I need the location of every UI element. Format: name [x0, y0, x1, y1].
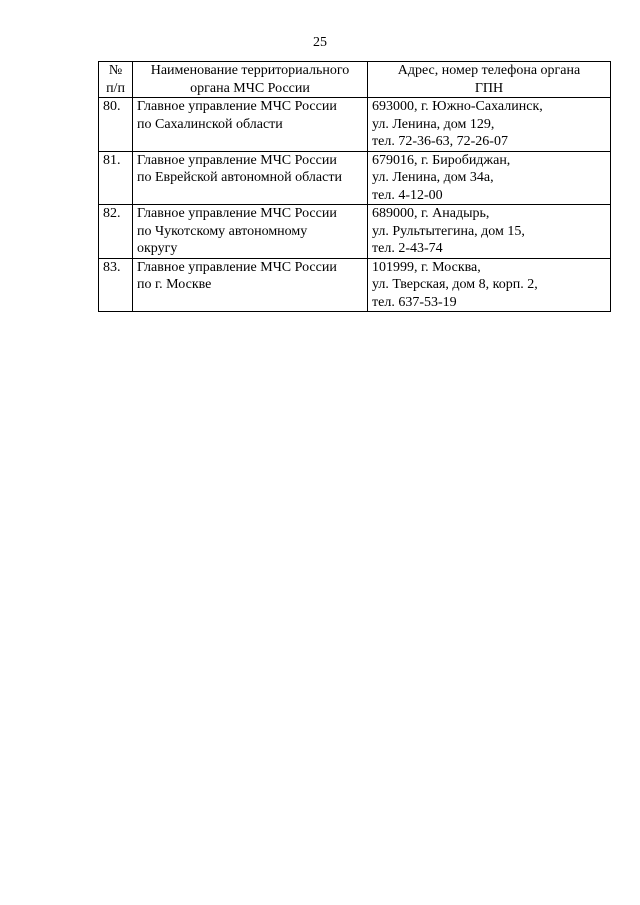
row-number: 83.: [99, 258, 133, 312]
row-body-name: [133, 258, 368, 312]
header-address-line: ГПН: [474, 80, 504, 96]
table-row: [99, 151, 611, 205]
body-name-line: Главное управление МЧС России: [137, 152, 337, 168]
header-body-name: [133, 62, 368, 98]
header-body-name-line: органа МЧС России: [190, 80, 310, 96]
table-row: [99, 258, 611, 312]
body-name-line: по Еврейской автономной области: [137, 170, 342, 185]
header-number-line: №: [108, 63, 123, 78]
page-number: 25: [313, 35, 327, 50]
address-line: 689000, г. Анадырь,: [372, 206, 490, 221]
row-body-name: [133, 205, 368, 259]
row-body-name: [133, 98, 368, 152]
address-line: ул. Рультытегина, дом 15,: [372, 223, 525, 239]
address-line: тел. 2-43-74: [372, 241, 443, 256]
header-number-line: п/п: [106, 80, 125, 96]
address-line: 693000, г. Южно-Сахалинск,: [372, 99, 543, 114]
territorial-bodies-table: [98, 61, 611, 312]
body-name-line: Главное управление МЧС России: [137, 259, 337, 275]
address-line: ул. Ленина, дом 34а,: [372, 170, 494, 185]
header-address: [368, 62, 611, 98]
body-name-line: Главное управление МЧС России: [137, 206, 337, 221]
address-line: тел. 637-53-19: [372, 294, 457, 310]
header-body-name-line: Наименование территориального: [150, 63, 350, 78]
header-address-line: Адрес, номер телефона органа: [397, 63, 581, 78]
header-number: [99, 62, 133, 98]
table-row: [99, 98, 611, 152]
row-body-name: [133, 151, 368, 205]
address-line: 679016, г. Биробиджан,: [372, 152, 511, 168]
address-line: ул. Тверская, дом 8, корп. 2,: [372, 277, 538, 292]
body-name-line: по Сахалинской области: [137, 116, 283, 132]
body-name-line: округу: [137, 241, 178, 256]
table-row: [99, 205, 611, 259]
body-name-line: по Чукотскому автономному: [137, 223, 308, 239]
address-line: тел. 4-12-00: [372, 187, 443, 203]
row-number: 80.: [99, 98, 133, 152]
address-line: тел. 72-36-63, 72-26-07: [372, 134, 508, 149]
table-header-row: [99, 62, 611, 98]
row-address: [368, 205, 611, 259]
row-address: [368, 98, 611, 152]
body-name-line: по г. Москве: [137, 277, 212, 292]
body-name-line: Главное управление МЧС России: [137, 99, 337, 114]
address-line: ул. Ленина, дом 129,: [372, 116, 495, 132]
row-address: [368, 151, 611, 205]
address-line: 101999, г. Москва,: [372, 259, 481, 275]
row-number: 82.: [99, 205, 133, 259]
row-address: [368, 258, 611, 312]
row-number: 81.: [99, 151, 133, 205]
